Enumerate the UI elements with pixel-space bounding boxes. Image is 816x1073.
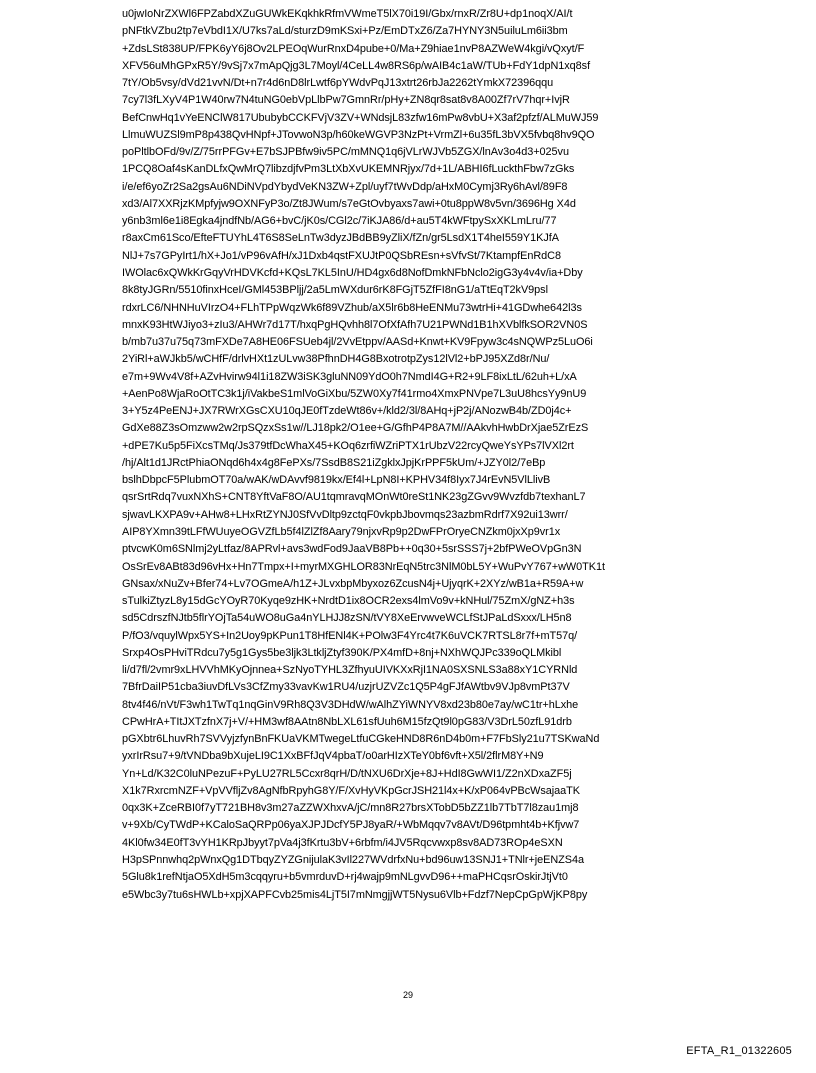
text-line: sd5CdrszfNJtb5flrYOjTa54uWO8uGa4nYLHJJ8zSN/tVY8XeErvwveWCLfStJPaLdSxxx/LH5n8: [122, 612, 572, 625]
text-line: XFV56uMhGPxR5Y/9vSj7x7mApQjg3L7Moyl/4CeLL4w8RS6p/wAIB4c1aW/TUb+FdY1dpN1xq8sf: [122, 59, 591, 72]
text-line: 7tY/Ob5vsy/dVd21vvN/Dt+n7r4d6nD8lrLwtf6pYWdvPqJ13xtrt26rbJa2262tYmkX72396qqu: [122, 77, 554, 90]
text-line: rdxrLC6/NHNHuVIrzO4+FLhTPpWqzWk6f89VZhub/aX5lr6b8HeENMu73wtrHi+41GDwhe642l3s: [122, 301, 582, 314]
text-line: xd3/Al7XXRjzKMpfyjw9OXNFyP3o/Zt8JWum/s7eGtOvbyaxs7awi+0tu8ppW8v5vn/3696Hg X4d: [122, 197, 576, 210]
text-line: sTulkiZtyzL8y15dGcYOyR70Kyqe9zHK+NrdtD1ix8OCR2exs4lmVo9v+kNHul/75ZmX/gNZ+h3s: [122, 595, 575, 608]
text-line: 4Kl0fw34E0fT3vYH1KRpJbyyt7pVa4j3fKrtu3bV+6rbfm/i4JV5Rqcvwxp8sv8AD73ROp4eSXN: [122, 836, 563, 849]
text-line: pNFtkVZbu2tp7eVbdI1X/U7ks7aLd/sturzD9mKSxi+Pz/EmDTxZ6/Za7HYNY3N5uiluLm6ii3bm: [122, 25, 568, 38]
text-line: r8axCm61Sco/EfteFTUYhL4T6S8SeLnTw3dyzJBdBB9yZliX/fZn/gr5LsdX1T4heI559Y1KJfA: [122, 232, 559, 245]
text-line: e7m+9Wv4V8f+AZvHvirw94l1i18ZW3iSK3gluNN09YdO0h7NmdI4G+R2+9LF8ixLtL/62uh+L/xA: [122, 370, 577, 383]
text-line: GdXe88Z3sOmzww2w2rpSQzxSs1w//LJ18pk2/O1ee+G/GfhP4P8A7M//AAkvhHwbDrXjae5ZrEzS: [122, 422, 589, 435]
text-line: Yn+Ld/K32C0luNPezuF+PyLU27RL5Ccxr8qrH/D/tNXU6DrXje+8J+HdI8GwWI1/Z2nXDxaZF5j: [122, 767, 572, 780]
text-line: H3pSPnnwhq2pWnxQg1DTbqyZYZGnijulaK3vIl227WVdrfxNu+bd96uw13SNJ1+TNlr+jeENZS4a: [122, 854, 584, 867]
text-line: li/d7fl/2vmr9xLHVVhMKyOjnnea+SzNyoTYHL3ZfhyuUIVKXxRjI1NA0SXSNLS3a88xY1CYRNld: [122, 664, 578, 677]
text-line: LlmuWUZSl9mP8p438QvHNpf+JTovwoN3p/h60keWGVP3NzPt+VrmZl+6u35fL3bVX5fvbq8hv9QO: [122, 128, 595, 141]
text-line: u0jwIoNrZXWl6FPZabdXZuGUWkEKqkhkRfmVWmeT5lX70i19I/Gbx/rnxR/Zr8U+dp1noqX/AI/t: [122, 8, 573, 20]
text-line: bslhDbpcF5PlubmOT70a/wAK/wDAvvf9819kx/Ef4l+LpN8I+KPHV34f8Iyx7J4rEvN5VlLlivB: [122, 474, 551, 487]
text-line: pGXbtr6LhuvRh7SVVyjzfynBnFKUaVKMTwegeLtfuCGkeHND8R6nD4b0m+F7FbSly21u7TSKwaNd: [122, 733, 600, 746]
text-line: X1k7RxrcmNZF+VpVVfljZv8AgNfbRpyhG8Y/F/XvHyVKpGcrJSH21l4x+K/xP064vPBcWsajaaTK: [122, 784, 580, 797]
text-line: sjwavLKXPA9v+AHw8+LHxRtZYNJ0SfVvDltp9zctqF0vkpbJbovmqs23azbmRdrf7X92ui13wrr/: [122, 508, 568, 521]
encoded-text-block: [122, 6, 702, 904]
text-line: +dPE7Ku5p5FiXcsTMq/Js379tfDcWhaX45+KOq6zrfiWZriPTX1rUbzV22rcyQweYsYPs7lVXl2rt: [122, 439, 574, 452]
text-line: /hj/Alt1d1JRctPhiaONqd6h4x4g8FePXs/7SsdB8S21iZgklxJpjKrPPF5kUm/+JZY0l2/7eBp: [122, 456, 546, 469]
text-line: qsrSrtRdq7vuxNXhS+CNT8YftVaF8O/AU1tqmravqMOnWt0reSt1NK23gZGvv9Wvzfdb7texhanL7: [122, 491, 586, 504]
page-number: 29: [402, 990, 413, 1000]
text-line: mnxK93HtWJiyo3+zIu3/AHWr7d17T/hxqPgHQvhh8l7OfXfAfh7U21PWNd1B1hXVblfkSOR2VN0S: [122, 318, 588, 331]
text-line: OsSrEv8ABt83d96vHx+Hn7Tmpx+I+myrMXGHLOR83NrEqN5trc3NlM0bL5Y+WuPvY767+wW0TK1t: [122, 560, 605, 573]
text-line: AIP8YXmn39tLFfWUuyeOGVZfLb5f4lZlZf8Aary79njxvRp9p2DwFPrOryeCNZkm0jxXp9vr1x: [122, 525, 561, 538]
text-line: yxrIrRsu7+9/tVNDba9bXujeLI9C1XxBFfJqV4pbaT/o0arHIzXTeY0bf6vft+X5l/2flrM8Y+N9: [122, 750, 544, 763]
text-line: GNsax/xNuZv+Bfer74+Lv7OGmeA/h1Z+JLvxbpMbyxoz6ZcusN4j+UjyqrK+2XYz/wB1a+R59A+w: [122, 577, 584, 590]
text-line: 2YiRl+aWJkb5/wCHfF/drlvHXt1zULvw38PfhnDH4G8BxotrotpZys12lVl2+bPJ95XZd8r/Nu/: [122, 353, 550, 366]
text-line: i/e/ef6yoZr2Sa2gsAu6NDiNVpdYbydVeKN3ZW+Zpl/uyf7tWvDdp/aHxM0Cymj3Ry6hAvl/89F8: [122, 180, 568, 193]
text-line: IWOlac6xQWkKrGqyVrHDVKcfd+KQsL7KL5InU/HD4gx6d8NofDmkNFbNclo2igG3y4v4v/ia+Dby: [122, 266, 583, 279]
text-line: 3+Y5z4PeENJ+JX7RWrXGsCXU10qJE0fTzdeWt86v+/kld2/3l/8AHq+jP2j/ANozwB4b/ZD0j4c+: [122, 405, 572, 418]
text-line: +ZdsLSt838UP/FPK6yY6j8Ov2LPEOqWurRnxD4pube+0/Ma+Z9hiae1nvP8AZWeW4kgi/vQxyt/F: [122, 42, 585, 55]
text-line: P/fO3/vquylWpx5YS+In2Uoy9pKPun1T8HfENl4K+POlw3F4Yrc4t7K6uVCK7RTSL8r7f+mT57q/: [122, 629, 578, 642]
text-line: v+9Xb/CyTWdP+KCaloSaQRPp06yaXJPJDcfY5PJ8yaR/+WbMqqv7v8AVt/D96tpmht4b+Kfjvw7: [122, 819, 580, 832]
text-line: +AenPo8WjaRoOtTC3k1j/iVakbeS1mlVoGiXbu/5ZW0Xy7f41rmo4XmxPNVpe7L3uU8hcsYy9nU9: [122, 387, 587, 400]
text-line: 1PCQ8Oaf4sKanDLfxQwMrQ7libzdjfvPm3LtXbXvUKEMNRjyx/7d+1L/ABHI6fLuckthFbw7zGks: [122, 163, 575, 176]
text-line: Srxp4OsPHviTRdcu7y5g1Gys5be3ljk3LtkljZtyf390K/PX4mfD+8nj+NXhWQJPc339oQLMkibl: [122, 646, 562, 659]
text-line: 7cy7l3fLXyV4P1W40rw7N4tuNG0ebVpLlbPw7GmnRr/pHy+ZN8qr8sat8v8A00Zf7rV7hqr+IvjR: [122, 94, 570, 107]
text-line: 5Glu8k1refNtjaO5XdH5m3cqqyru+b5vmrduvD+rj4wajp9mNLgvvD96++maPHCqsrOskirJtjVt0: [122, 871, 568, 884]
text-line: 7BfrDaiIP51cba3iuvDfLVs3CfZmy33vavKw1RU4/uzjrUZVZc1Q5P4gFJfAWtbv9VJp8vmPt37V: [122, 681, 570, 694]
text-line: 0qx3K+ZceRBI0f7yT721BH8v3m27aZZWXhxvA/jC/mn8R27brsXTobD5bZZ1lb7TbT7l8zau1mj8: [122, 802, 579, 815]
text-line: BefCnwHq1vYeENClW817UbubybCCKFVjV3ZV+WNdsjL83zfw16mPw8vbU+X3af2pfzf/ALMuWJ59: [122, 111, 599, 124]
text-line: CPwHrA+TItJXTzfnX7j+V/+HM3wf8AAtn8NbLXL61sfUuh6M15fzQt9l0pG83/V3DrL50zfL91drb: [122, 715, 572, 728]
text-line: NlJ+7s7GPyIrt1/hX+Jo1/vP96vAfH/xJ1Dxb4qstFXUJtP0QSbREsn+sVfvSt/7KtampfEnRdC8: [122, 249, 561, 262]
text-line: y6nb3ml6e1i8Egka4jndfNb/AG6+bvC/jK0s/CGl2c/7iKJA86/d+au5T4kWFtpySxXKLmLru/77: [122, 215, 557, 228]
text-line: b/mb7u37u75q73mFXDe7A8HE06FSUeb4jl/2VvEtppv/AASd+Knwt+KV9Fpyw3c4sNQWPz5LuO6i: [122, 336, 593, 349]
text-line: poPltlbOFd/9v/Z/75rrPFGv+E7bSJPBfw9iv5PC/mMNQ1q6jVLrWJVb5ZGX/lnAv3o4d3+025vu: [122, 146, 569, 159]
text-line: ptvcwK0m6SNlmj2yLtfaz/8APRvl+avs3wdFod9JaaVB8Pb++0q30+5srSSS7j+2bfPWeOVpGn3N: [122, 543, 582, 556]
text-line: e5Wbc3y7tu6sHWLb+xpjXAPFCvb25mis4LjT5I7mNmgjjWT5Nysu6Vlb+Fdzf7NepCpGpWjKP8py: [122, 888, 588, 901]
text-line: 8k8tyJGRn/5510finxHceI/GMl453BPljj/2a5LmWXdur6rK8FGjT5ZfFI8nG1/aTtEqT2kV9psl: [122, 284, 548, 297]
document-id: EFTA_R1_01322605: [686, 1045, 792, 1057]
text-line: 8tv4f46/nVt/F3wh1TwTq1nqGinV9Rh8Q3V3DHdW/wAlhZYiWNYV8xd23b80e7ay/wC1tr+hLxhe: [122, 698, 579, 711]
